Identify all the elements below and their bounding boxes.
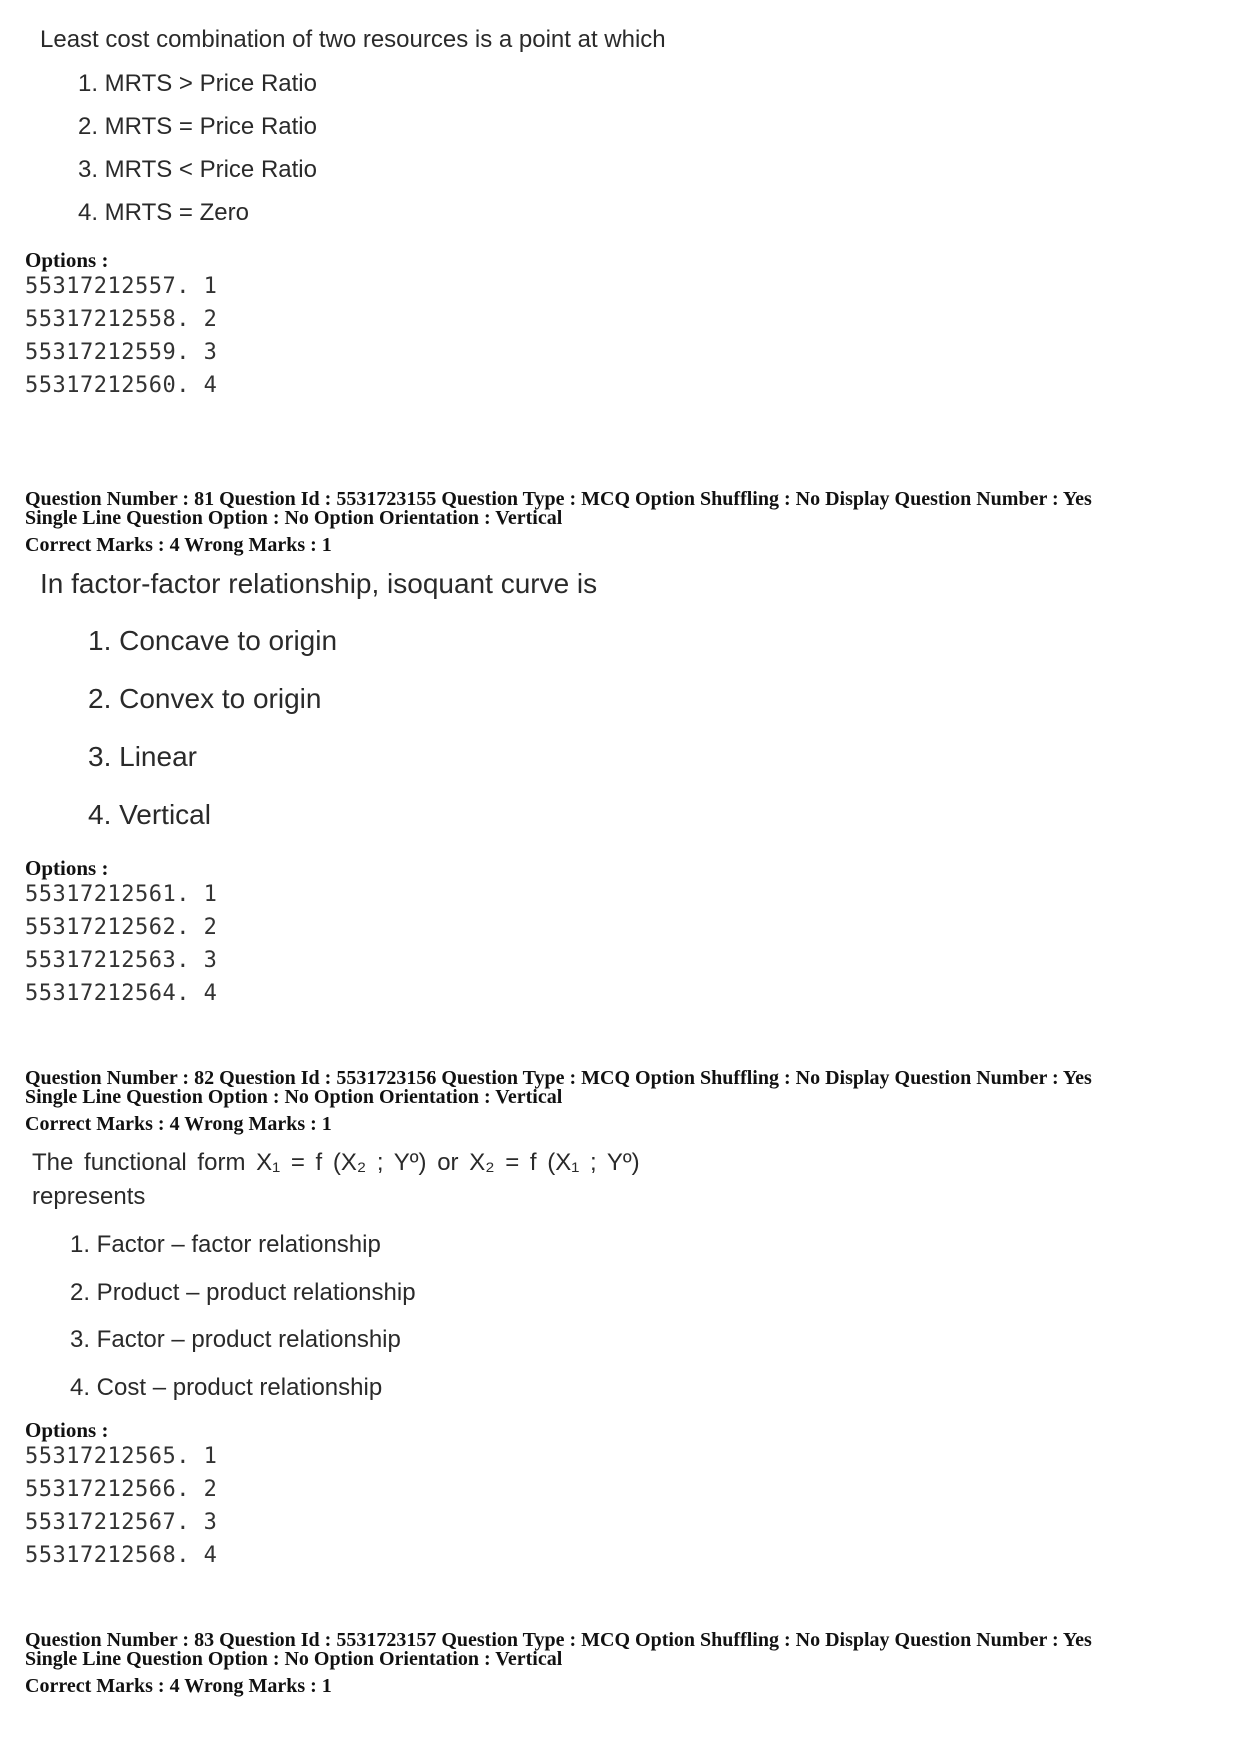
choice-3: 3. Factor – product relationship [70,1326,401,1353]
option-id-1: 55317212557. 1 [25,274,218,299]
option-id-2: 55317212562. 2 [25,915,218,940]
question-meta-line-2: Single Line Question Option : No Option Orientation : Vertical [25,507,563,529]
question-meta-line-1: Question Number : 81 Question Id : 5531723155 Question Type : MCQ Option Shuffling : No Display Question Number : Yes [25,488,1092,510]
choice-1: 1. Concave to origin [88,625,338,656]
option-id-2: 55317212558. 2 [25,307,218,332]
question-stem: In factor-factor relationship, isoquant curve is [40,568,598,599]
option-id-4: 55317212568. 4 [25,1543,218,1568]
marks-line: Correct Marks : 4 Wrong Marks : 1 [25,1113,332,1135]
marks-line: Correct Marks : 4 Wrong Marks : 1 [25,534,332,556]
question-meta-line-1: Question Number : 82 Question Id : 5531723156 Question Type : MCQ Option Shuffling : No Display Question Number : Yes [25,1067,1092,1089]
option-id-2: 55317212566. 2 [25,1477,218,1502]
choice-2: 2. MRTS = Price Ratio [78,113,317,140]
question-stem-continued: represents [32,1183,146,1210]
option-id-3: 55317212563. 3 [25,948,218,973]
choice-2: 2. Product – product relationship [70,1279,416,1306]
choice-4: 4. MRTS = Zero [78,199,249,226]
question-stem: Least cost combination of two resources is a point at which [40,26,666,53]
option-id-3: 55317212559. 3 [25,340,218,365]
choice-1: 1. Factor – factor relationship [70,1231,381,1258]
option-id-1: 55317212561. 1 [25,882,218,907]
option-id-3: 55317212567. 3 [25,1510,218,1535]
question-meta-line-2: Single Line Question Option : No Option Orientation : Vertical [25,1648,563,1670]
option-id-4: 55317212564. 4 [25,981,218,1006]
options-title: Options : [25,248,109,272]
options-title: Options : [25,856,109,880]
question-meta-line-2: Single Line Question Option : No Option Orientation : Vertical [25,1086,563,1108]
marks-line: Correct Marks : 4 Wrong Marks : 1 [25,1675,332,1697]
choice-3: 3. MRTS < Price Ratio [78,156,317,183]
choice-1: 1. MRTS > Price Ratio [78,70,317,97]
option-id-1: 55317212565. 1 [25,1444,218,1469]
option-id-4: 55317212560. 4 [25,373,218,398]
choice-4: 4. Cost – product relationship [70,1374,383,1401]
options-title: Options : [25,1418,109,1442]
choice-4: 4. Vertical [88,799,211,830]
choice-2: 2. Convex to origin [88,683,322,714]
question-meta-line-1: Question Number : 83 Question Id : 5531723157 Question Type : MCQ Option Shuffling : No Display Question Number : Yes [25,1629,1092,1651]
question-stem: The functional form X₁ = f (X₂ ; Yº) or X₂ = f (X₁ ; Yº) [32,1149,640,1176]
choice-3: 3. Linear [88,741,197,772]
